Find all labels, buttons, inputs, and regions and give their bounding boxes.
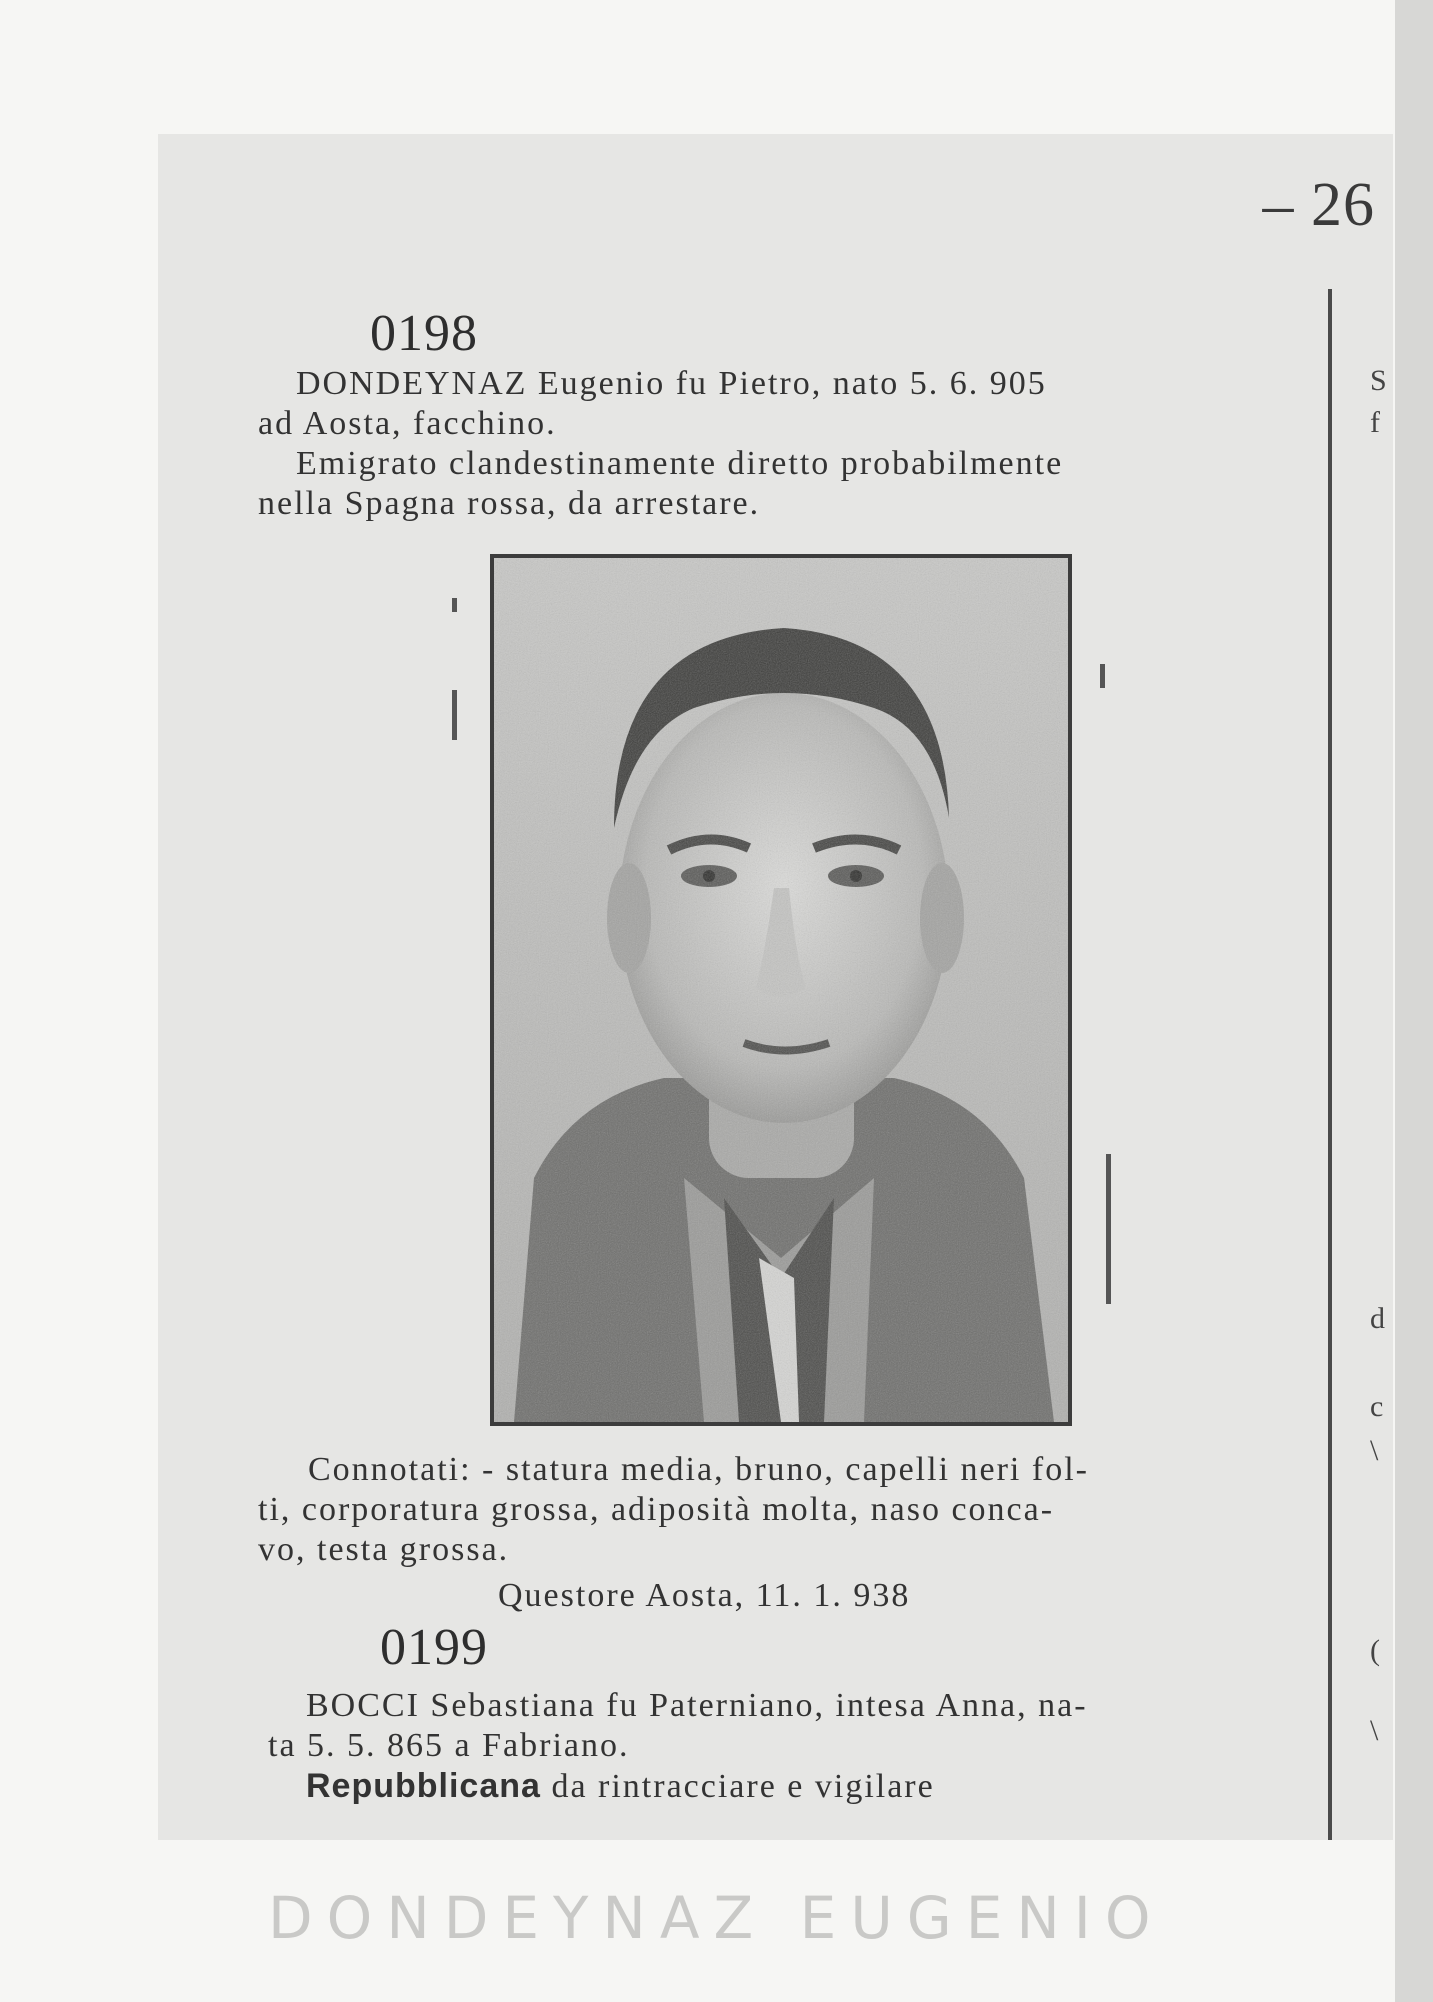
column-divider	[1328, 289, 1332, 1840]
next-column-fragment: c	[1370, 1390, 1384, 1423]
next-column-fragment: d	[1370, 1302, 1385, 1335]
source-line: Questore Aosta, 11. 1. 938	[498, 1577, 911, 1614]
description-line: Connotati: - statura media, bruno, capelli neri fol-	[308, 1451, 1089, 1488]
description-line: vo, testa grossa.	[258, 1531, 510, 1568]
description-line: ti, corporatura grossa, adiposità molta, naso conca-	[258, 1491, 1055, 1528]
entry-text-line: nella Spagna rossa, da arrestare.	[258, 485, 761, 522]
entry-text-line: ad Aosta, facchino.	[258, 405, 557, 442]
entry-instruction: da rintracciare e vigilare	[551, 1768, 935, 1805]
next-column-fragment: f	[1370, 406, 1380, 439]
next-column-fragment: S	[1370, 364, 1387, 397]
margin-mark	[452, 598, 457, 612]
margin-mark	[1100, 664, 1105, 688]
entry-text-line: ta 5. 5. 865 a Fabriano.	[268, 1727, 630, 1764]
paper-edge	[1395, 0, 1433, 2002]
entry-text-line: Emigrato clandestinamente diretto probabilmente	[296, 445, 1064, 482]
mugshot-photo	[490, 554, 1072, 1426]
margin-mark	[452, 690, 457, 740]
page-number: – 26	[1262, 171, 1375, 239]
portrait-image	[494, 558, 1068, 1422]
entry-number: 0198	[370, 305, 478, 362]
margin-mark	[1106, 1154, 1111, 1304]
handwritten-caption: DONDEYNAZ EUGENIO	[268, 1884, 1165, 1952]
political-tag: Repubblicana	[306, 1767, 541, 1805]
entry-text-line	[306, 1766, 935, 1807]
document-clipping	[158, 134, 1393, 1840]
next-column-fragment: (	[1370, 1634, 1380, 1667]
entry-text-line: DONDEYNAZ Eugenio fu Pietro, nato 5. 6. 905	[296, 365, 1047, 402]
entry-text-line: BOCCI Sebastiana fu Paterniano, intesa Anna, na-	[306, 1687, 1088, 1724]
next-column-fragment: \	[1370, 1434, 1379, 1467]
next-column-fragment: \	[1370, 1714, 1379, 1747]
entry-number: 0199	[380, 1619, 488, 1676]
